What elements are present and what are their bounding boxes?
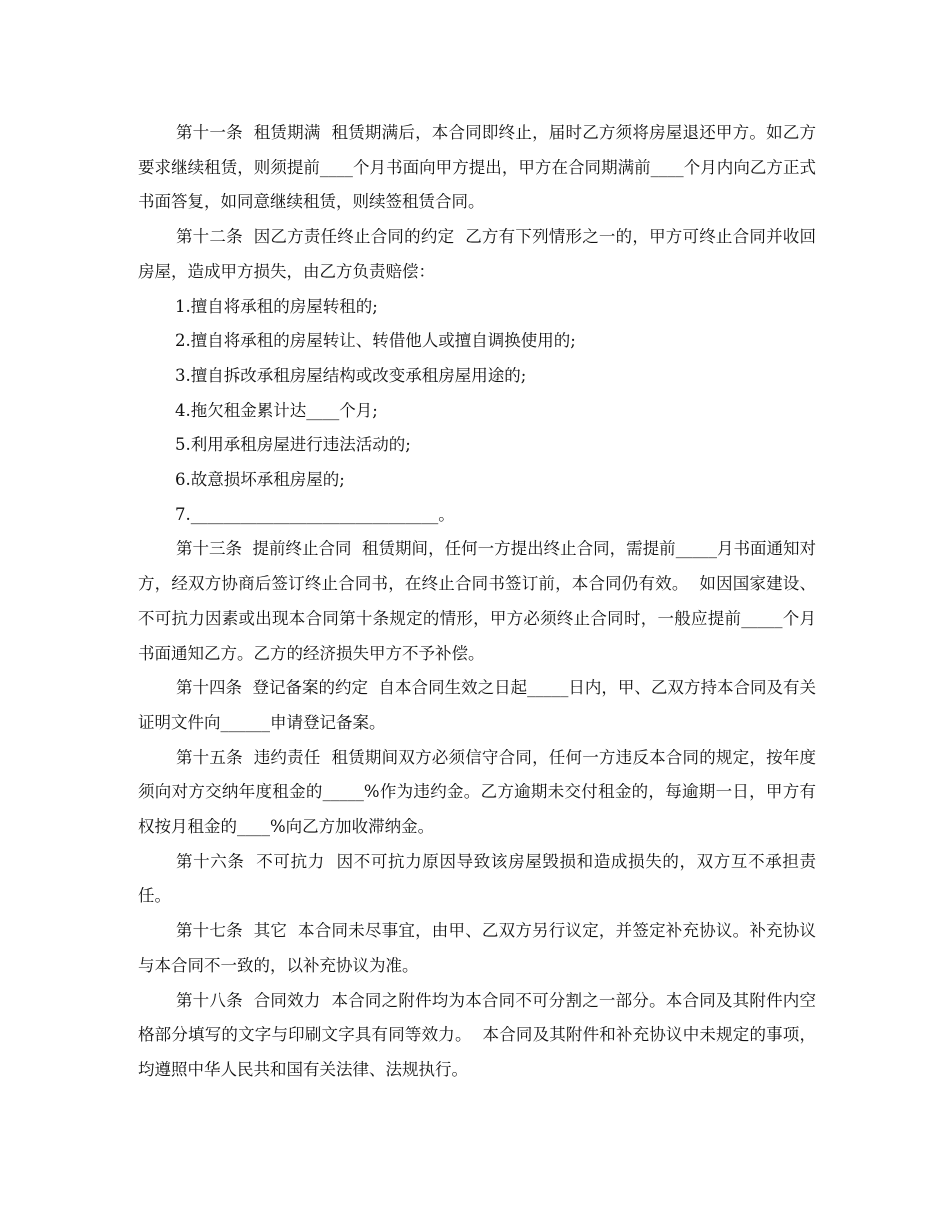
list-item: 1.擅自将承租的房屋转租的; bbox=[175, 296, 378, 316]
article-18-paragraph: 第十八条 合同效力 本合同之附件均为本合同不可分割之一部分。本合同及其附件内空格部分填写的文字与印刷文字具有同等效力。 本合同及其附件和补充协议中未规定的事项，均遵照中华人民共和国有关法律、法规执行。 bbox=[138, 990, 816, 1079]
list-item: 3.擅自拆改承租房屋结构或改变承租房屋用途的; bbox=[175, 365, 527, 385]
article-11-paragraph: 第十一条 租赁期满 租赁期满后，本合同即终止，届时乙方须将房屋退还甲方。如乙方要求继续租赁，则须提前____个月书面向甲方提出，甲方在合同期满前____个月内向乙方正式书面答复，如同意继续租赁，则续签租赁合同。 bbox=[138, 123, 816, 212]
article-16-paragraph: 第十六条 不可抗力 因不可抗力原因导致该房屋毁损和造成损失的，双方互不承担责任。 bbox=[138, 851, 816, 906]
contract-page bbox=[138, 116, 816, 1088]
list-item: 6.故意损坏承租房屋的; bbox=[175, 470, 345, 490]
article-17-paragraph: 第十七条 其它 本合同未尽事宜，由甲、乙双方另行议定，并签定补充协议。补充协议与本合同不一致的，以补充协议为准。 bbox=[138, 921, 816, 975]
article-12-paragraph: 第十二条 因乙方责任终止合同的约定 乙方有下列情形之一的，甲方可终止合同并收回房屋，造成甲方损失，由乙方负责赔偿： bbox=[138, 227, 816, 281]
article-15-paragraph: 第十五条 违约责任 租赁期间双方必须信守合同，任何一方违反本合同的规定，按年度须向对方交纳年度租金的_____%作为违约金。乙方逾期未交付租金的，每逾期一日，甲方有权按月租金的____%向乙方加收滞纳金。 bbox=[138, 747, 816, 837]
termination-conditions-list bbox=[138, 290, 816, 533]
list-item: 2.擅自将承租的房屋转让、转借他人或擅自调换使用的; bbox=[175, 331, 576, 351]
list-item: 4.拖欠租金累计达____个月; bbox=[175, 400, 378, 420]
article-13-paragraph: 第十三条 提前终止合同 租赁期间，任何一方提出终止合同，需提前_____月书面通知对方，经双方协商后签订终止合同书，在终止合同书签订前，本合同仍有效。 如因国家建设、不可抗力因素或出现本合同第十条规定的情形，甲方必须终止合同时，一般应提前_____个月书面通知乙方。乙方的经济损失甲方不予补偿。 bbox=[138, 539, 816, 663]
article-14-paragraph: 第十四条 登记备案的约定 自本合同生效之日起_____日内，甲、乙双方持本合同及有关证明文件向______申请登记备案。 bbox=[138, 678, 816, 732]
list-item: 7.______________________________。 bbox=[175, 504, 455, 524]
list-item: 5.利用承租房屋进行违法活动的; bbox=[175, 435, 411, 455]
